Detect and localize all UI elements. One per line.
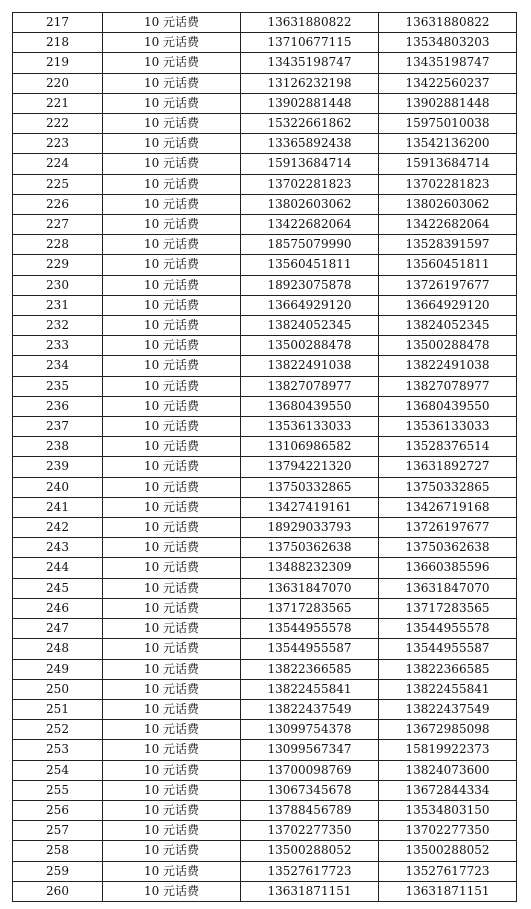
table-row (13, 235, 517, 255)
row-number-cell: 258 (13, 841, 103, 861)
phone-number-cell: 13500288478 (241, 336, 379, 356)
row-number-cell: 246 (13, 598, 103, 618)
table-row (13, 255, 517, 275)
row-number-cell: 248 (13, 639, 103, 659)
phone-number-cell: 13099567347 (241, 740, 379, 760)
row-number-cell: 241 (13, 497, 103, 517)
table-row (13, 578, 517, 598)
recharge-number-cell: 13534803150 (379, 800, 517, 820)
prize-cell: 10 元话费 (103, 93, 241, 113)
phone-number-cell: 13822366585 (241, 659, 379, 679)
table-row (13, 215, 517, 235)
recharge-number-cell: 13536133033 (379, 417, 517, 437)
recharge-number-cell: 13750362638 (379, 538, 517, 558)
recharge-number-cell: 13631871151 (379, 881, 517, 901)
recharge-number-cell: 15975010038 (379, 114, 517, 134)
prize-cell: 10 元话费 (103, 760, 241, 780)
recharge-number-cell: 13827078977 (379, 376, 517, 396)
row-number-cell: 229 (13, 255, 103, 275)
prize-cell: 10 元话费 (103, 780, 241, 800)
recharge-number-cell: 13534803203 (379, 33, 517, 53)
table-row (13, 780, 517, 800)
phone-number-cell: 13527617723 (241, 861, 379, 881)
table-row (13, 396, 517, 416)
recharge-number-cell: 13500288052 (379, 841, 517, 861)
table-row (13, 841, 517, 861)
table-row (13, 174, 517, 194)
recharge-number-cell: 13822366585 (379, 659, 517, 679)
prize-cell: 10 元话费 (103, 740, 241, 760)
table-row (13, 53, 517, 73)
phone-number-cell: 13544955578 (241, 619, 379, 639)
prize-cell: 10 元话费 (103, 699, 241, 719)
phone-number-cell: 13544955587 (241, 639, 379, 659)
recharge-number-cell: 13822491038 (379, 356, 517, 376)
recharge-number-cell: 13560451811 (379, 255, 517, 275)
phone-number-cell: 13488232309 (241, 558, 379, 578)
row-number-cell: 224 (13, 154, 103, 174)
table-row (13, 437, 517, 457)
phone-number-cell: 13422682064 (241, 215, 379, 235)
table-row (13, 760, 517, 780)
prize-cell: 10 元话费 (103, 174, 241, 194)
recharge-number-cell: 13822455841 (379, 679, 517, 699)
prize-cell: 10 元话费 (103, 619, 241, 639)
winners-table (12, 12, 517, 902)
prize-cell: 10 元话费 (103, 720, 241, 740)
prize-cell: 10 元话费 (103, 336, 241, 356)
table-row (13, 376, 517, 396)
table-row (13, 457, 517, 477)
prize-cell: 10 元话费 (103, 275, 241, 295)
prize-cell: 10 元话费 (103, 578, 241, 598)
phone-number-cell: 13717283565 (241, 598, 379, 618)
prize-cell: 10 元话费 (103, 477, 241, 497)
row-number-cell: 226 (13, 194, 103, 214)
prize-cell: 10 元话费 (103, 881, 241, 901)
recharge-number-cell: 13672844334 (379, 780, 517, 800)
table-row (13, 33, 517, 53)
phone-number-cell: 15322661862 (241, 114, 379, 134)
recharge-number-cell: 13527617723 (379, 861, 517, 881)
recharge-number-cell: 13802603062 (379, 194, 517, 214)
prize-cell: 10 元话费 (103, 114, 241, 134)
prize-cell: 10 元话费 (103, 821, 241, 841)
prize-cell: 10 元话费 (103, 255, 241, 275)
row-number-cell: 228 (13, 235, 103, 255)
recharge-number-cell: 13750332865 (379, 477, 517, 497)
table-row (13, 194, 517, 214)
table-row (13, 154, 517, 174)
recharge-number-cell: 13822437549 (379, 699, 517, 719)
row-number-cell: 223 (13, 134, 103, 154)
prize-cell: 10 元话费 (103, 396, 241, 416)
phone-number-cell: 13788456789 (241, 800, 379, 820)
recharge-number-cell: 13500288478 (379, 336, 517, 356)
table-row (13, 114, 517, 134)
phone-number-cell: 13500288052 (241, 841, 379, 861)
prize-cell: 10 元话费 (103, 53, 241, 73)
table-row (13, 477, 517, 497)
prize-cell: 10 元话费 (103, 417, 241, 437)
table-row (13, 881, 517, 901)
phone-number-cell: 13822437549 (241, 699, 379, 719)
phone-number-cell: 13631847070 (241, 578, 379, 598)
row-number-cell: 225 (13, 174, 103, 194)
phone-number-cell: 13106986582 (241, 437, 379, 457)
recharge-number-cell: 13824073600 (379, 760, 517, 780)
phone-number-cell: 13702281823 (241, 174, 379, 194)
row-number-cell: 220 (13, 73, 103, 93)
table-row (13, 699, 517, 719)
prize-cell: 10 元话费 (103, 639, 241, 659)
phone-number-cell: 18575079990 (241, 235, 379, 255)
phone-number-cell: 13750362638 (241, 538, 379, 558)
row-number-cell: 243 (13, 538, 103, 558)
recharge-number-cell: 13528376514 (379, 437, 517, 457)
prize-cell: 10 元话费 (103, 538, 241, 558)
table-row (13, 720, 517, 740)
table-row (13, 13, 517, 33)
table-row (13, 619, 517, 639)
phone-number-cell: 18923075878 (241, 275, 379, 295)
phone-number-cell: 13126232198 (241, 73, 379, 93)
table-row (13, 518, 517, 538)
table-row (13, 740, 517, 760)
row-number-cell: 240 (13, 477, 103, 497)
prize-cell: 10 元话费 (103, 134, 241, 154)
phone-number-cell: 13750332865 (241, 477, 379, 497)
phone-number-cell: 13067345678 (241, 780, 379, 800)
row-number-cell: 234 (13, 356, 103, 376)
prize-cell: 10 元话费 (103, 295, 241, 315)
row-number-cell: 255 (13, 780, 103, 800)
prize-cell: 10 元话费 (103, 437, 241, 457)
row-number-cell: 235 (13, 376, 103, 396)
prize-cell: 10 元话费 (103, 558, 241, 578)
recharge-number-cell: 13726197677 (379, 275, 517, 295)
table-row (13, 538, 517, 558)
prize-cell: 10 元话费 (103, 598, 241, 618)
row-number-cell: 237 (13, 417, 103, 437)
table-row (13, 134, 517, 154)
row-number-cell: 221 (13, 93, 103, 113)
table-row (13, 356, 517, 376)
recharge-number-cell: 13702281823 (379, 174, 517, 194)
row-number-cell: 260 (13, 881, 103, 901)
row-number-cell: 227 (13, 215, 103, 235)
prize-cell: 10 元话费 (103, 659, 241, 679)
prize-cell: 10 元话费 (103, 13, 241, 33)
recharge-number-cell: 13422682064 (379, 215, 517, 235)
table-row (13, 800, 517, 820)
prize-cell: 10 元话费 (103, 33, 241, 53)
table-row (13, 417, 517, 437)
recharge-number-cell: 13426719168 (379, 497, 517, 517)
prize-cell: 10 元话费 (103, 841, 241, 861)
table-row (13, 558, 517, 578)
prize-cell: 10 元话费 (103, 457, 241, 477)
recharge-number-cell: 13672985098 (379, 720, 517, 740)
row-number-cell: 256 (13, 800, 103, 820)
phone-number-cell: 13794221320 (241, 457, 379, 477)
prize-cell: 10 元话费 (103, 376, 241, 396)
row-number-cell: 238 (13, 437, 103, 457)
phone-number-cell: 13702277350 (241, 821, 379, 841)
phone-number-cell: 13099754378 (241, 720, 379, 740)
phone-number-cell: 15913684714 (241, 154, 379, 174)
prize-cell: 10 元话费 (103, 800, 241, 820)
recharge-number-cell: 13631892727 (379, 457, 517, 477)
recharge-number-cell: 13422560237 (379, 73, 517, 93)
table-row (13, 275, 517, 295)
recharge-number-cell: 13717283565 (379, 598, 517, 618)
table-row (13, 598, 517, 618)
phone-number-cell: 13680439550 (241, 396, 379, 416)
recharge-number-cell: 15913684714 (379, 154, 517, 174)
phone-number-cell: 13631871151 (241, 881, 379, 901)
row-number-cell: 242 (13, 518, 103, 538)
row-number-cell: 231 (13, 295, 103, 315)
row-number-cell: 218 (13, 33, 103, 53)
recharge-number-cell: 13660385596 (379, 558, 517, 578)
table-row (13, 336, 517, 356)
row-number-cell: 230 (13, 275, 103, 295)
prize-cell: 10 元话费 (103, 73, 241, 93)
row-number-cell: 232 (13, 316, 103, 336)
row-number-cell: 244 (13, 558, 103, 578)
prize-cell: 10 元话费 (103, 235, 241, 255)
row-number-cell: 217 (13, 13, 103, 33)
recharge-number-cell: 13544955578 (379, 619, 517, 639)
recharge-number-cell: 15819922373 (379, 740, 517, 760)
table-row (13, 639, 517, 659)
phone-number-cell: 13664929120 (241, 295, 379, 315)
phone-number-cell: 18929033793 (241, 518, 379, 538)
row-number-cell: 259 (13, 861, 103, 881)
table-row (13, 497, 517, 517)
row-number-cell: 245 (13, 578, 103, 598)
prize-cell: 10 元话费 (103, 861, 241, 881)
recharge-number-cell: 13528391597 (379, 235, 517, 255)
row-number-cell: 247 (13, 619, 103, 639)
recharge-number-cell: 13435198747 (379, 53, 517, 73)
table-row (13, 73, 517, 93)
prize-cell: 10 元话费 (103, 497, 241, 517)
row-number-cell: 219 (13, 53, 103, 73)
row-number-cell: 251 (13, 699, 103, 719)
phone-number-cell: 13365892438 (241, 134, 379, 154)
row-number-cell: 236 (13, 396, 103, 416)
row-number-cell: 222 (13, 114, 103, 134)
phone-number-cell: 13435198747 (241, 53, 379, 73)
row-number-cell: 233 (13, 336, 103, 356)
phone-number-cell: 13536133033 (241, 417, 379, 437)
row-number-cell: 254 (13, 760, 103, 780)
table-row (13, 861, 517, 881)
prize-cell: 10 元话费 (103, 679, 241, 699)
recharge-number-cell: 13631847070 (379, 578, 517, 598)
recharge-number-cell: 13902881448 (379, 93, 517, 113)
row-number-cell: 250 (13, 679, 103, 699)
phone-number-cell: 13824052345 (241, 316, 379, 336)
phone-number-cell: 13710677115 (241, 33, 379, 53)
row-number-cell: 249 (13, 659, 103, 679)
prize-cell: 10 元话费 (103, 316, 241, 336)
table-row (13, 821, 517, 841)
phone-number-cell: 13427419161 (241, 497, 379, 517)
phone-number-cell: 13700098769 (241, 760, 379, 780)
phone-number-cell: 13802603062 (241, 194, 379, 214)
table-row (13, 93, 517, 113)
table-row (13, 295, 517, 315)
recharge-number-cell: 13726197677 (379, 518, 517, 538)
recharge-number-cell: 13702277350 (379, 821, 517, 841)
prize-cell: 10 元话费 (103, 356, 241, 376)
row-number-cell: 252 (13, 720, 103, 740)
recharge-number-cell: 13680439550 (379, 396, 517, 416)
winners-table-body (13, 13, 517, 902)
prize-cell: 10 元话费 (103, 194, 241, 214)
phone-number-cell: 13560451811 (241, 255, 379, 275)
phone-number-cell: 13822491038 (241, 356, 379, 376)
recharge-number-cell: 13542136200 (379, 134, 517, 154)
recharge-number-cell: 13631880822 (379, 13, 517, 33)
row-number-cell: 253 (13, 740, 103, 760)
phone-number-cell: 13822455841 (241, 679, 379, 699)
prize-cell: 10 元话费 (103, 518, 241, 538)
recharge-number-cell: 13544955587 (379, 639, 517, 659)
prize-cell: 10 元话费 (103, 154, 241, 174)
phone-number-cell: 13902881448 (241, 93, 379, 113)
table-row (13, 316, 517, 336)
table-row (13, 659, 517, 679)
row-number-cell: 257 (13, 821, 103, 841)
phone-number-cell: 13827078977 (241, 376, 379, 396)
prize-cell: 10 元话费 (103, 215, 241, 235)
table-row (13, 679, 517, 699)
phone-number-cell: 13631880822 (241, 13, 379, 33)
document-page (12, 12, 516, 902)
row-number-cell: 239 (13, 457, 103, 477)
recharge-number-cell: 13824052345 (379, 316, 517, 336)
recharge-number-cell: 13664929120 (379, 295, 517, 315)
